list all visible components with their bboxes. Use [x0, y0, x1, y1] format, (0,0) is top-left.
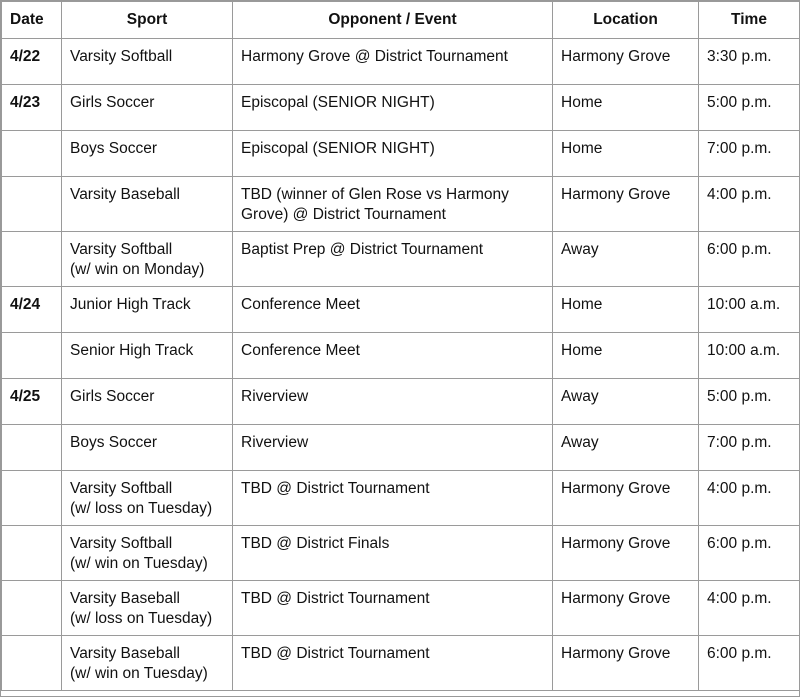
cell-location: Home: [553, 287, 699, 333]
cell-opponent: [233, 131, 553, 177]
opponent-line: Riverview: [241, 388, 309, 405]
sport-line: Junior High Track: [70, 296, 191, 313]
cell-time: 10:00 a.m.: [699, 287, 800, 333]
opponent-line: Baptist Prep @ District Tournament: [241, 241, 484, 258]
cell-date: [2, 636, 62, 691]
table-row: [2, 425, 800, 471]
cell-opponent: [233, 232, 553, 287]
cell-time: 7:00 p.m.: [699, 425, 800, 471]
cell-location: Harmony Grove: [553, 581, 699, 636]
cell-location: Away: [553, 379, 699, 425]
cell-time: 4:00 p.m.: [699, 177, 800, 232]
cell-date: [2, 232, 62, 287]
cell-sport: [62, 232, 233, 287]
sport-line: Varsity Baseball: [70, 645, 180, 662]
cell-opponent: [233, 177, 553, 232]
cell-sport: [62, 636, 233, 691]
cell-sport: [62, 287, 233, 333]
table-row: [2, 131, 800, 177]
cell-sport: [62, 581, 233, 636]
table-row: [2, 85, 800, 131]
sport-line: (w/ loss on Tuesday): [70, 610, 213, 627]
cell-location: Away: [553, 232, 699, 287]
opponent-line: Conference Meet: [241, 342, 360, 359]
table-row: [2, 581, 800, 636]
header-opponent: Opponent / Event: [233, 2, 553, 39]
cell-opponent: [233, 425, 553, 471]
cell-location: Home: [553, 131, 699, 177]
cell-location: Harmony Grove: [553, 471, 699, 526]
cell-date: 4/24: [2, 287, 62, 333]
table-row: [2, 379, 800, 425]
header-location: Location: [553, 2, 699, 39]
cell-time: 6:00 p.m.: [699, 526, 800, 581]
cell-opponent: [233, 636, 553, 691]
header-row: [2, 2, 800, 39]
cell-time: 10:00 a.m.: [699, 333, 800, 379]
schedule-body: [2, 39, 800, 691]
cell-date: 4/25: [2, 379, 62, 425]
sport-line: Varsity Baseball: [70, 590, 180, 607]
cell-opponent: [233, 379, 553, 425]
sport-line: Varsity Baseball: [70, 186, 180, 203]
header-date: Date: [2, 2, 62, 39]
cell-opponent: [233, 526, 553, 581]
schedule-table: [1, 1, 800, 691]
table-row: [2, 471, 800, 526]
cell-time: 5:00 p.m.: [699, 379, 800, 425]
cell-sport: [62, 471, 233, 526]
cell-opponent: [233, 581, 553, 636]
cell-location: Harmony Grove: [553, 177, 699, 232]
table-row: [2, 333, 800, 379]
cell-opponent: [233, 333, 553, 379]
cell-location: Home: [553, 85, 699, 131]
sport-line: Boys Soccer: [70, 434, 158, 451]
opponent-line: TBD (winner of Glen Rose vs Harmony: [241, 186, 509, 203]
cell-date: [2, 471, 62, 526]
sport-line: (w/ win on Tuesday): [70, 555, 208, 572]
cell-location: Home: [553, 333, 699, 379]
opponent-line: Harmony Grove @ District Tournament: [241, 48, 508, 65]
cell-time: 4:00 p.m.: [699, 471, 800, 526]
sport-line: Varsity Softball: [70, 241, 173, 258]
cell-date: [2, 526, 62, 581]
sport-line: Varsity Softball: [70, 480, 173, 497]
sport-line: Senior High Track: [70, 342, 194, 359]
cell-sport: [62, 85, 233, 131]
sport-line: (w/ win on Monday): [70, 261, 205, 278]
header-sport: Sport: [62, 2, 233, 39]
opponent-line: TBD @ District Tournament: [241, 645, 430, 662]
cell-sport: [62, 526, 233, 581]
cell-sport: [62, 425, 233, 471]
opponent-line: Conference Meet: [241, 296, 360, 313]
cell-sport: [62, 39, 233, 85]
sport-line: (w/ loss on Tuesday): [70, 500, 213, 517]
cell-time: 4:00 p.m.: [699, 581, 800, 636]
opponent-line: Episcopal (SENIOR NIGHT): [241, 94, 435, 111]
opponent-line: TBD @ District Finals: [241, 535, 390, 552]
opponent-line: Episcopal (SENIOR NIGHT): [241, 140, 435, 157]
sport-line: (w/ win on Tuesday): [70, 665, 208, 682]
opponent-line: Riverview: [241, 434, 309, 451]
opponent-line: TBD @ District Tournament: [241, 590, 430, 607]
sport-line: Varsity Softball: [70, 48, 173, 65]
cell-time: 6:00 p.m.: [699, 232, 800, 287]
cell-time: 5:00 p.m.: [699, 85, 800, 131]
cell-sport: [62, 131, 233, 177]
cell-date: [2, 581, 62, 636]
cell-location: Harmony Grove: [553, 526, 699, 581]
cell-time: 7:00 p.m.: [699, 131, 800, 177]
cell-opponent: [233, 39, 553, 85]
cell-date: [2, 425, 62, 471]
cell-date: 4/22: [2, 39, 62, 85]
cell-date: [2, 177, 62, 232]
table-row: [2, 39, 800, 85]
sport-line: Girls Soccer: [70, 94, 155, 111]
cell-date: [2, 131, 62, 177]
cell-date: 4/23: [2, 85, 62, 131]
cell-sport: [62, 333, 233, 379]
sport-line: Boys Soccer: [70, 140, 158, 157]
cell-date: [2, 333, 62, 379]
cell-opponent: [233, 85, 553, 131]
opponent-line: TBD @ District Tournament: [241, 480, 430, 497]
table-row: [2, 287, 800, 333]
sport-line: Girls Soccer: [70, 388, 155, 405]
sport-line: Varsity Softball: [70, 535, 173, 552]
table-row: [2, 636, 800, 691]
cell-sport: [62, 177, 233, 232]
cell-opponent: [233, 471, 553, 526]
cell-sport: [62, 379, 233, 425]
header-time: Time: [699, 2, 800, 39]
cell-location: Away: [553, 425, 699, 471]
table-row: [2, 232, 800, 287]
cell-time: 3:30 p.m.: [699, 39, 800, 85]
cell-time: 6:00 p.m.: [699, 636, 800, 691]
cell-location: Harmony Grove: [553, 636, 699, 691]
table-row: [2, 526, 800, 581]
cell-opponent: [233, 287, 553, 333]
table-row: [2, 177, 800, 232]
cell-location: Harmony Grove: [553, 39, 699, 85]
opponent-line: Grove) @ District Tournament: [241, 206, 446, 223]
